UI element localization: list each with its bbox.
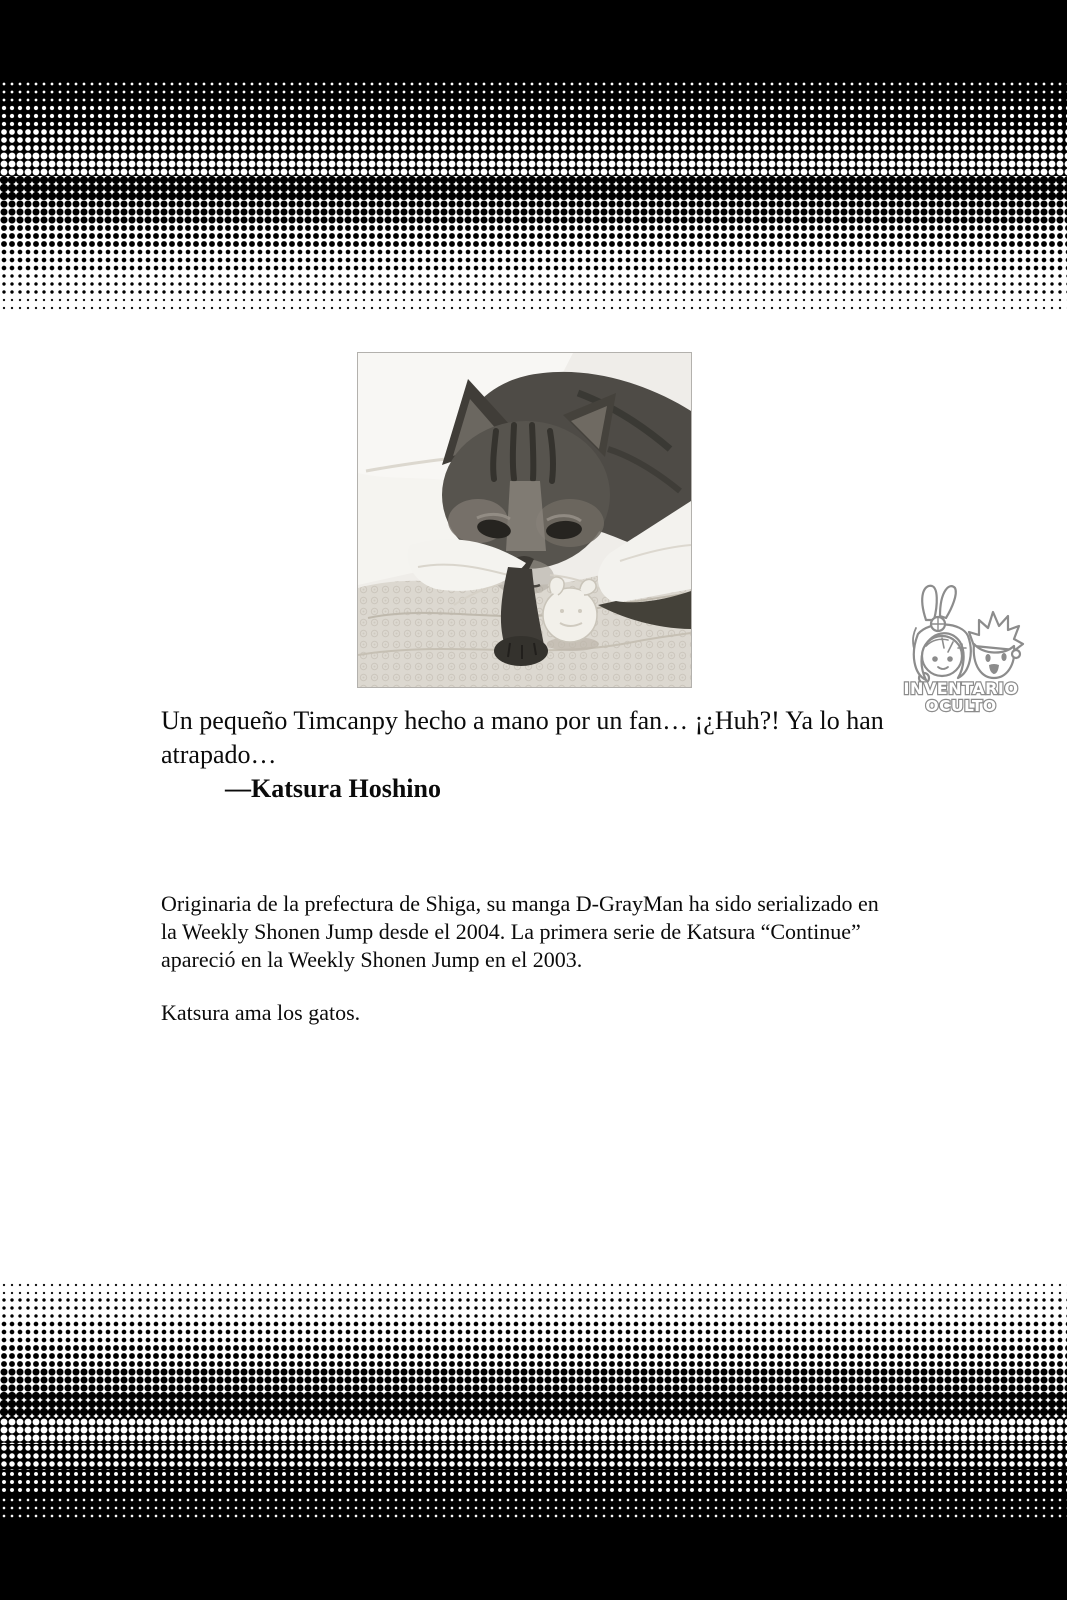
logo-text-line2: OCULTO xyxy=(925,697,997,714)
logo-character-right xyxy=(969,612,1023,678)
halftone-row xyxy=(0,176,1067,200)
author-caption xyxy=(161,704,941,806)
halftone-row xyxy=(0,1444,1067,1470)
halftone-row xyxy=(0,224,1067,248)
halftone-row xyxy=(0,1418,1067,1444)
halftone-row xyxy=(0,1296,1067,1320)
halftone-band-top xyxy=(0,0,1067,311)
black-bar xyxy=(0,0,1067,80)
halftone-row xyxy=(0,1496,1067,1522)
halftone-row xyxy=(0,1320,1067,1344)
halftone-row xyxy=(0,296,1067,311)
author-tagline: Katsura ama los gatos. xyxy=(161,1000,361,1025)
halftone-row xyxy=(0,80,1067,104)
caption-line: atrapado… xyxy=(161,740,277,769)
black-bar xyxy=(0,1522,1067,1600)
halftone-row xyxy=(0,200,1067,224)
bio-line: apareció en la Weekly Shonen Jump en el 2003. xyxy=(161,947,583,972)
halftone-row xyxy=(0,104,1067,128)
halftone-row xyxy=(0,1392,1067,1418)
logo-character-left xyxy=(913,586,971,683)
bio-line: la Weekly Shonen Jump desde el 2004. La primera serie de Katsura “Continue” xyxy=(161,919,861,944)
logo-text-line1: INVENTARIO xyxy=(903,679,1019,698)
halftone-row xyxy=(0,1368,1067,1392)
halftone-row xyxy=(0,248,1067,272)
cat-photo xyxy=(357,352,692,688)
halftone-row xyxy=(0,152,1067,176)
halftone-band-bottom xyxy=(0,1281,1067,1600)
caption-line: Un pequeño Timcanpy hecho a mano por un fan… ¡¿Huh?! Ya lo han xyxy=(161,706,884,735)
halftone-row xyxy=(0,1344,1067,1368)
cat-with-handmade-timcanpy-photo xyxy=(358,353,691,687)
halftone-row xyxy=(0,1281,1067,1296)
halftone-row xyxy=(0,272,1067,296)
inventario-oculto-stamp xyxy=(896,582,1026,714)
author-attribution: —Katsura Hoshino xyxy=(225,774,441,803)
halftone-row xyxy=(0,128,1067,152)
author-bio xyxy=(161,890,941,974)
scanlation-logo xyxy=(896,582,1026,714)
halftone-row xyxy=(0,1470,1067,1496)
bio-line: Originaria de la prefectura de Shiga, su manga D-GrayMan ha sido serializado en xyxy=(161,891,879,916)
